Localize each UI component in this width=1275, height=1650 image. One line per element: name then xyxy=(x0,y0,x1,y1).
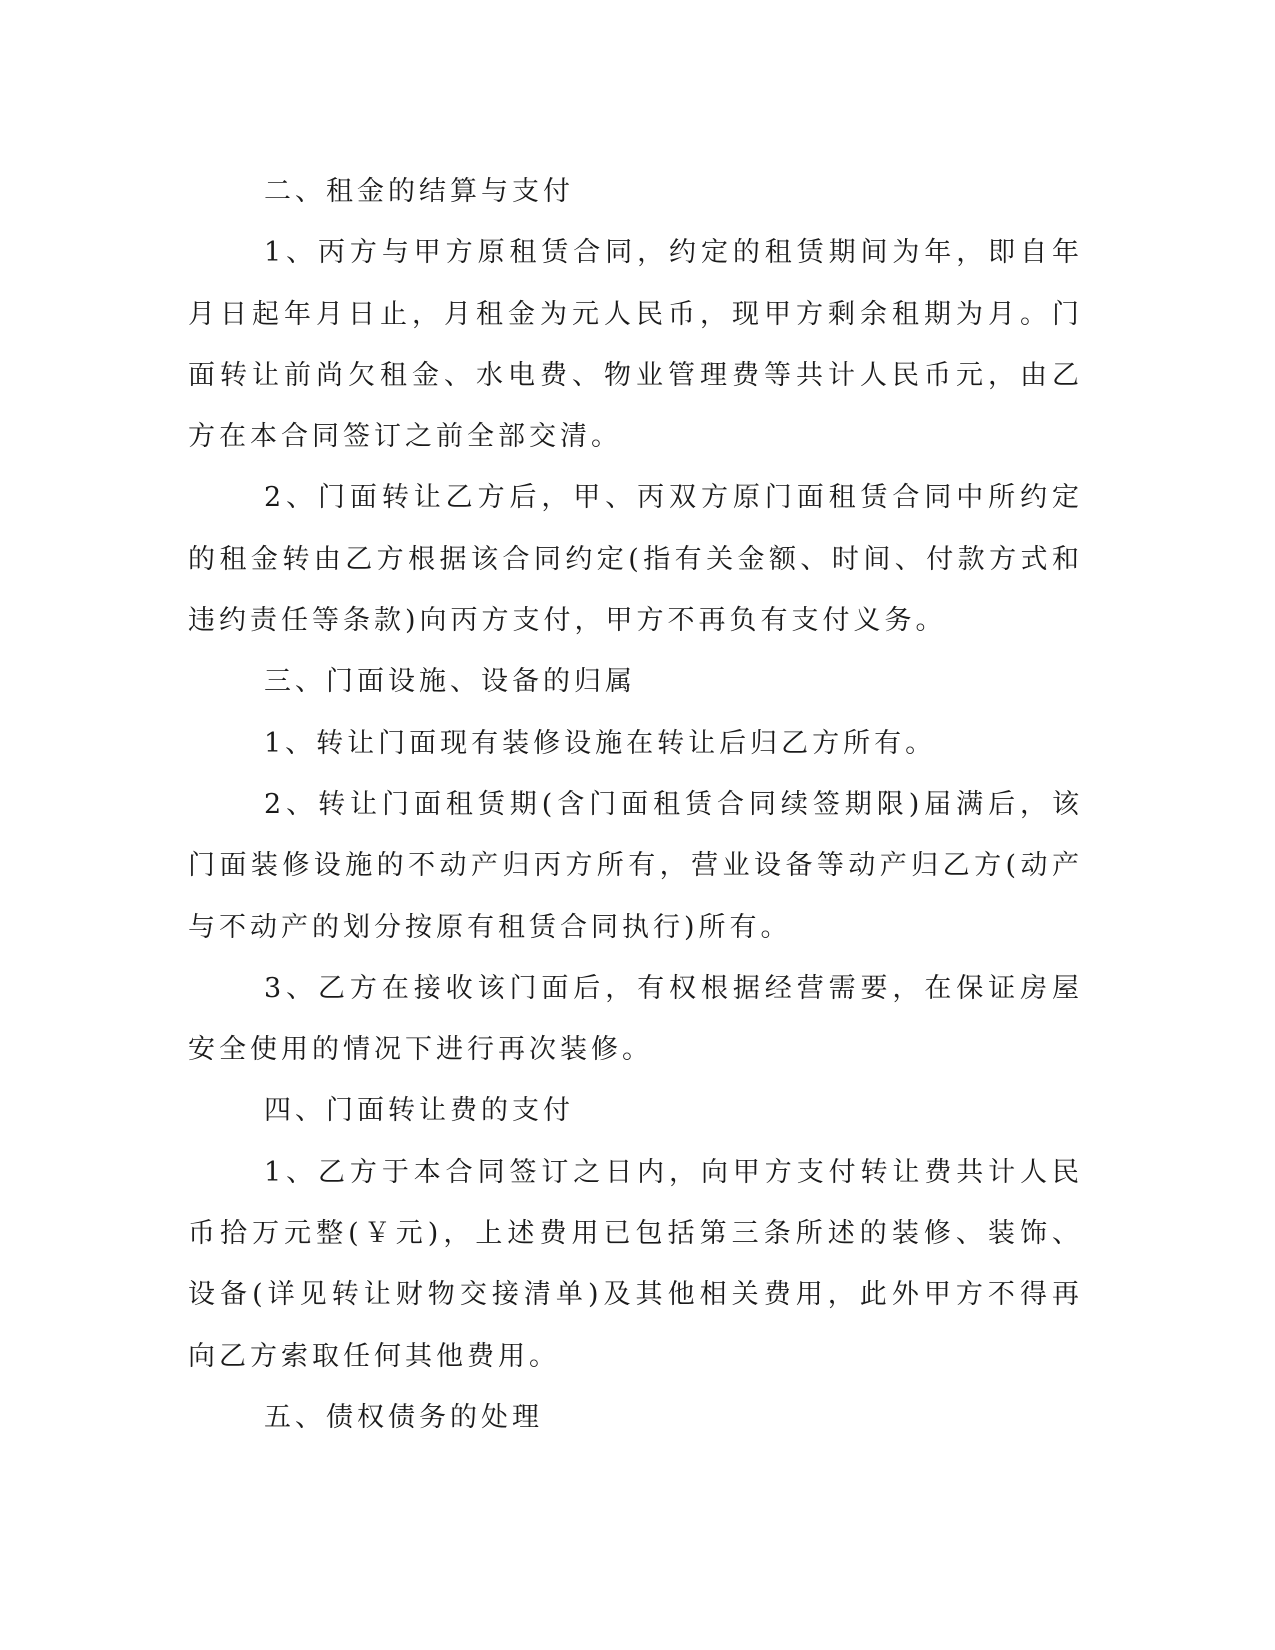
section-heading-rent-settlement: 二、租金的结算与支付 xyxy=(264,176,574,207)
clause-4-1-fee-payment: 1、乙方于本合同签订之日内，向甲方支付转让费共计人民币拾万元整(￥元)，上述费用已包括第三条所述的装修、装饰、设备(详见转让财物交接清单)及其他相关费用，此外甲方不得再向乙方索取任何其他费用。 xyxy=(188,1156,1083,1372)
clause-2-1-lease-term: 1、丙方与甲方原租赁合同，约定的租赁期间为年，即自年月日起年月日止，月租金为元人民币，现甲方剩余租期为月。门面转让前尚欠租金、水电费、物业管理费等共计人民币元，由乙方在本合同签订之前全部交清。 xyxy=(188,237,1083,453)
clause-3-1-decoration-ownership: 1、转让门面现有装修设施在转让后归乙方所有。 xyxy=(264,727,937,759)
section-heading-debts: 五、债权债务的处理 xyxy=(264,1401,543,1433)
document-body xyxy=(188,161,1083,1448)
clause-2-2-rent-transfer: 2、门面转让乙方后，甲、丙双方原门面租赁合同中所约定的租金转由乙方根据该合同约定(指有关金额、时间、付款方式和违约责任等条款)向丙方支付，甲方不再负有支付义务。 xyxy=(188,482,1083,637)
clause-3-2-lease-expiry: 2、转让门面租赁期(含门面租赁合同续签期限)届满后，该门面装修设施的不动产归丙方所有，营业设备等动产归乙方(动产与不动产的划分按原有租赁合同执行)所有。 xyxy=(188,788,1083,943)
clause-3-3-redecoration: 3、乙方在接收该门面后，有权根据经营需要，在保证房屋安全使用的情况下进行再次装修。 xyxy=(188,972,1083,1066)
section-heading-facilities-ownership: 三、门面设施、设备的归属 xyxy=(264,666,636,698)
section-heading-transfer-fee: 四、门面转让费的支付 xyxy=(264,1095,574,1127)
